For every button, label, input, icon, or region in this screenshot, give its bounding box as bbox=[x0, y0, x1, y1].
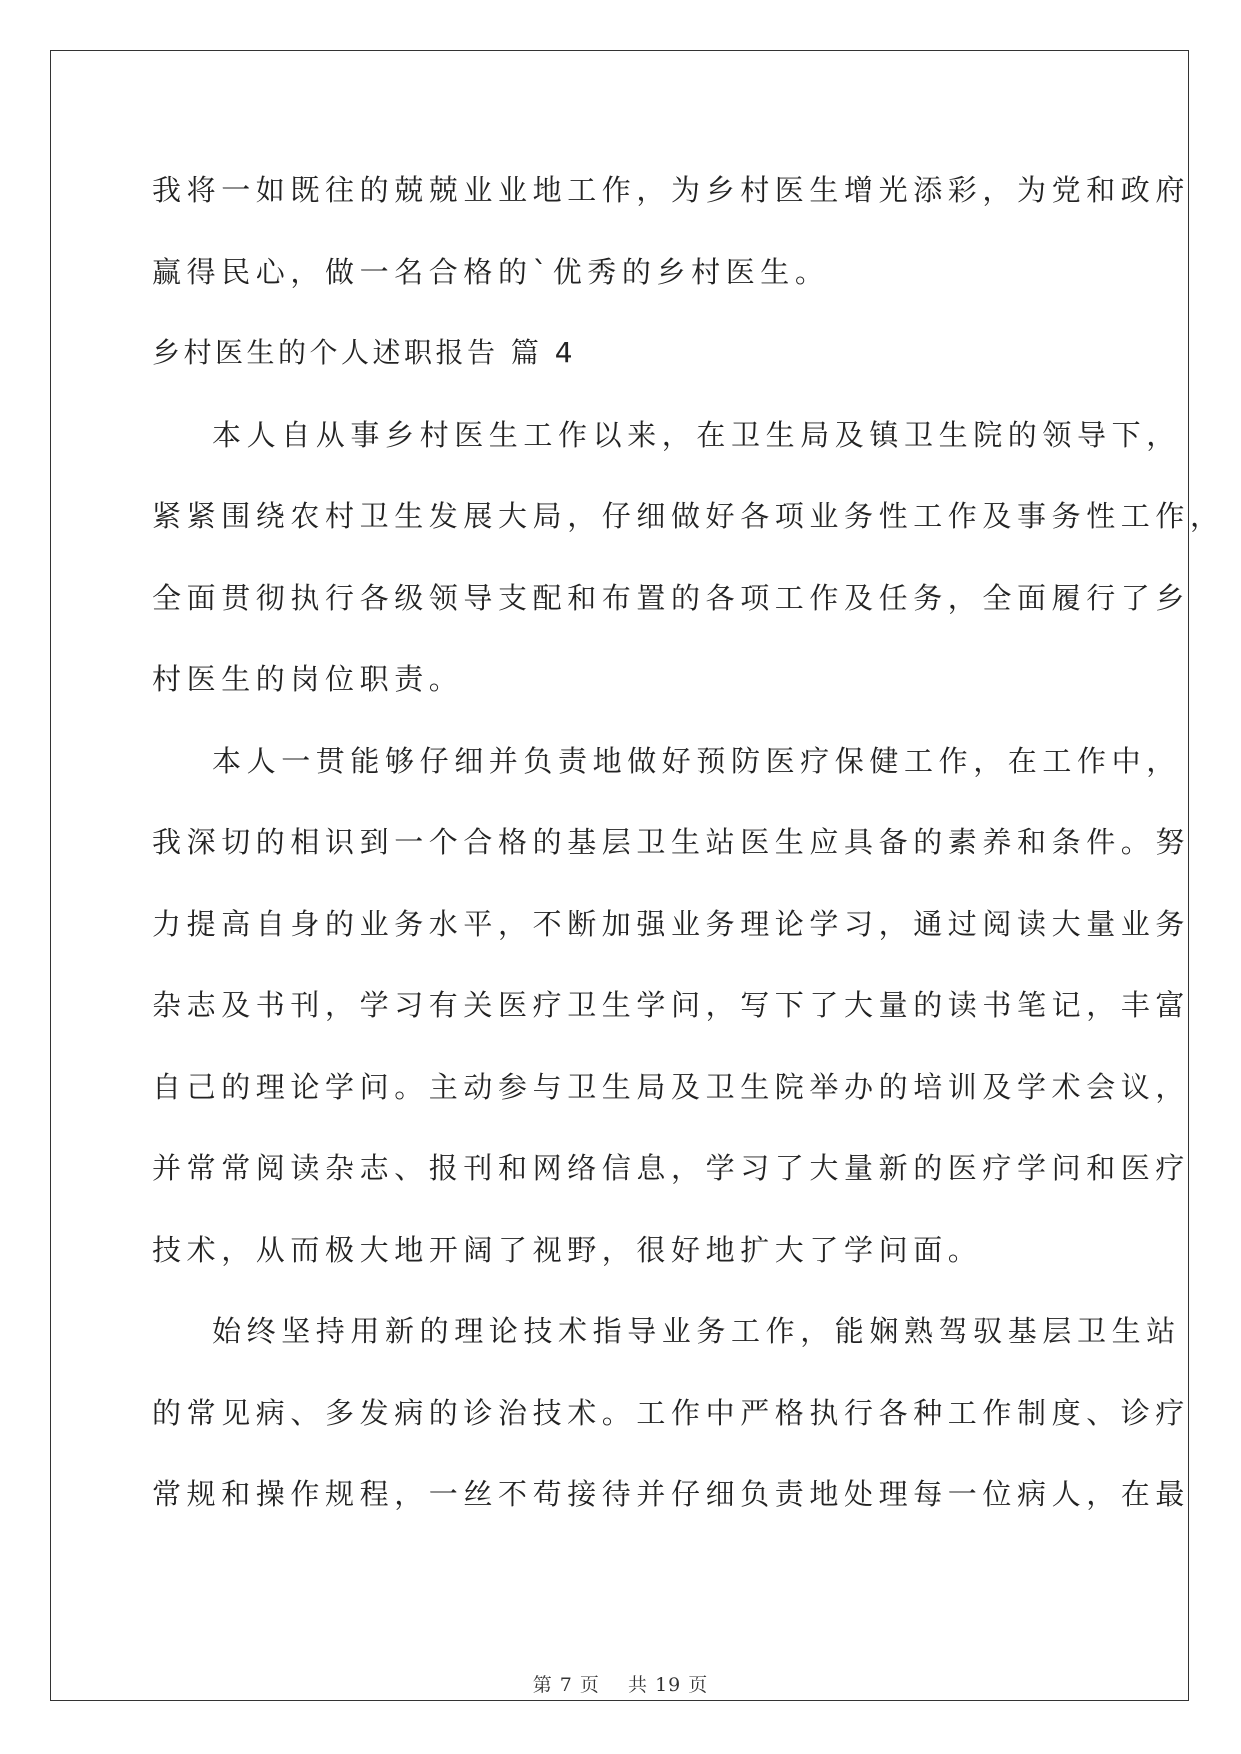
text-line bbox=[152, 975, 1191, 1057]
line-text: 常规和操作规程，一丝不苟接待并仔细负责地处理每一位病人，在最 bbox=[152, 1477, 1191, 1511]
text-line bbox=[152, 568, 1191, 650]
text-line bbox=[152, 242, 1092, 324]
line-text: 自己的理论学问。主动参与卫生局及卫生院举办的培训及学术会议， bbox=[152, 1069, 1191, 1104]
line-text: 的常见病、多发病的诊治技术。工作中严格执行各种工作制度、诊疗 bbox=[152, 1395, 1191, 1430]
line-text: 本人一贯能够仔细并负责地做好预防医疗保健工作，在工作中， bbox=[212, 743, 1181, 778]
line-text: 我将一如既往的兢兢业业地工作，为乡村医生增光添彩，为党和政府 bbox=[152, 173, 1191, 207]
text-line bbox=[152, 1464, 1191, 1546]
text-line bbox=[152, 486, 1225, 568]
text-line bbox=[152, 1138, 1191, 1220]
text-line bbox=[152, 894, 1191, 976]
page-number: 第 7 页 共 19 页 bbox=[532, 1674, 709, 1696]
text-line bbox=[152, 1383, 1191, 1465]
section-heading bbox=[152, 323, 1092, 405]
text-line bbox=[152, 1301, 1181, 1383]
text-line bbox=[152, 160, 1191, 242]
line-text: 杂志及书刊，学习有关医疗卫生学问，写下了大量的读书笔记，丰富 bbox=[152, 988, 1191, 1022]
line-text: 技术，从而极大地开阔了视野，很好地扩大了学问面。 bbox=[152, 1232, 983, 1267]
text-line bbox=[152, 812, 1191, 894]
document-body bbox=[152, 160, 1225, 1546]
text-line bbox=[152, 1057, 1191, 1139]
line-text: 赢得民心，做一名合格的`优秀的乡村医生。 bbox=[152, 254, 830, 289]
line-text: 并常常阅读杂志、报刊和网络信息，学习了大量新的医疗学问和医疗 bbox=[152, 1151, 1191, 1185]
line-text: 我深切的相识到一个合格的基层卫生站医生应具备的素养和条件。努 bbox=[152, 825, 1191, 859]
text-line bbox=[152, 405, 1181, 487]
text-line bbox=[152, 649, 1092, 731]
line-text: 力提高自身的业务水平，不断加强业务理论学习，通过阅读大量业务 bbox=[152, 906, 1191, 941]
text-line bbox=[152, 1220, 1092, 1302]
page-footer bbox=[0, 1670, 1241, 1697]
line-text: 乡村医生的个人述职报告 篇 4 bbox=[152, 336, 577, 369]
text-line bbox=[152, 731, 1181, 813]
line-text: 全面贯彻执行各级领导支配和布置的各项工作及任务，全面履行了乡 bbox=[152, 580, 1191, 615]
line-text: 本人自从事乡村医生工作以来，在卫生局及镇卫生院的领导下， bbox=[212, 417, 1181, 452]
line-text: 始终坚持用新的理论技术指导业务工作，能娴熟驾驭基层卫生站 bbox=[212, 1314, 1181, 1348]
line-text: 村医生的岗位职责。 bbox=[152, 662, 464, 696]
line-text: 紧紧围绕农村卫生发展大局，仔细做好各项业务性工作及事务性工作， bbox=[152, 499, 1225, 533]
